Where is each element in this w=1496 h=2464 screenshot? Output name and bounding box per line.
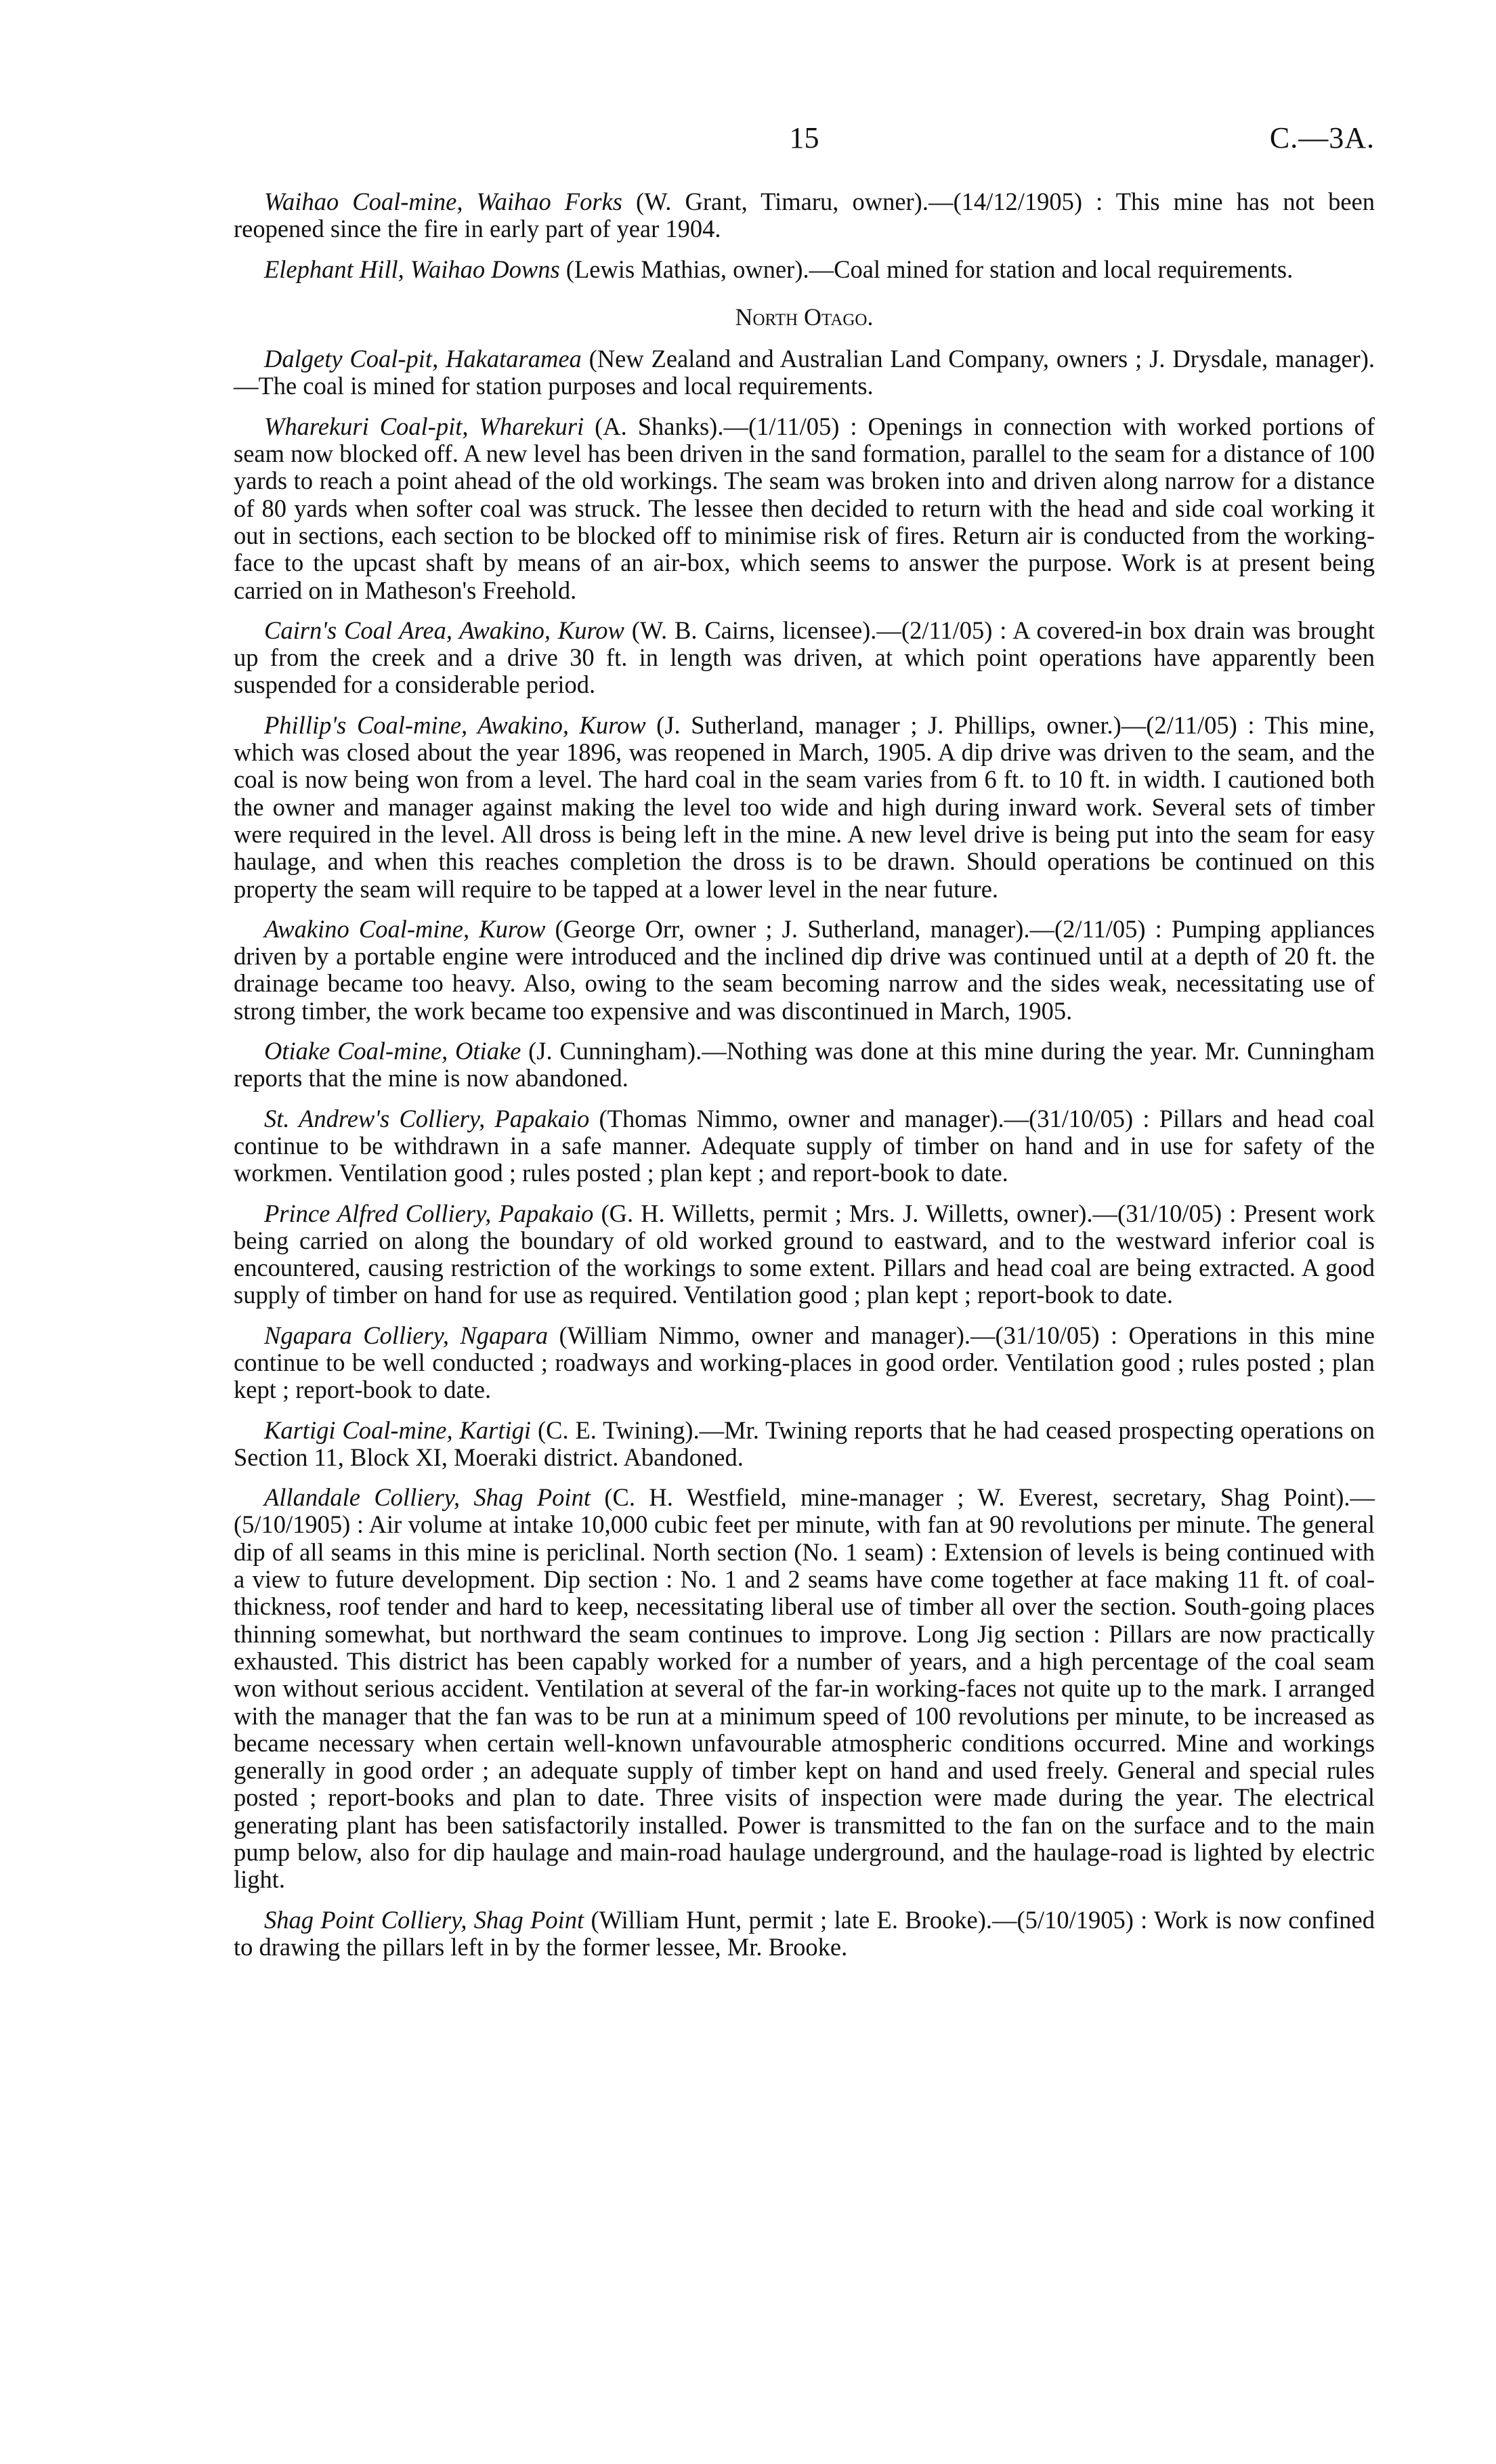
report-text: (Lewis Mathias, owner).—Coal mined for station and local requirements. [559, 255, 1294, 283]
mine-report-paragraph [234, 916, 1375, 1025]
mine-report-paragraph [234, 256, 1375, 283]
mine-name: St. Andrew's Colliery, Papakaio [264, 1104, 590, 1132]
mine-name: Allandale Colliery, Shag Point [264, 1483, 591, 1512]
paragraphs-section [234, 345, 1375, 1961]
report-text: (William Hunt, permit ; late E. Brooke).—(5/10/1905) : Work is now confined to drawing the pillars left in by the former lessee, Mr. Brooke. [234, 1905, 1375, 1961]
report-text: (New Zealand and Australian Land Company, owners ; J. Drysdale, manager).—The coal is mined for station purposes and local requirements. [234, 345, 1375, 400]
section-heading: North Otago. [735, 303, 874, 331]
mine-report-paragraph [234, 1907, 1375, 1961]
report-text: (C. E. Twining).—Mr. Twining reports that he had ceased prospecting operations on Section 11, Block XI, Moeraki district. Abandoned. [234, 1416, 1375, 1471]
report-text: (J. Sutherland, manager ; J. Phillips, owner.)—(2/11/05) : This mine, which was closed about the year 1896, was reopened in March, 1905. A dip drive was driven to the seam, and the coal is now being won from a level. The hard coal in the seam varies from 6 ft. to 10 ft. in width. I cautioned both the owner and manager against making the level too wide and high during inward work. Several sets of timber were required in the level. All dross is being left in the mine. A new level drive is being put into the seam for easy haulage, and when this reaches completion the dross is to be drawn. Should operations be continued on this property the seam will require to be tapped at a lower level in the near future. [234, 710, 1375, 903]
mine-report-paragraph [234, 712, 1375, 903]
mine-name: Waihao Coal-mine, Waihao Forks [264, 188, 622, 215]
report-text: (William Nimmo, owner and manager).—(31/10/05) : Operations in this mine continue to be well conducted ; roadways and working-places in good order. Ventilation good ; rules posted ; plan kept ; report-book to date. [234, 1321, 1375, 1404]
mine-report-paragraph [234, 1038, 1375, 1092]
mine-name: Otiake Coal-mine, Otiake [264, 1037, 521, 1065]
page-body [234, 188, 1375, 1974]
mine-report-paragraph [234, 413, 1375, 604]
report-text: (Thomas Nimmo, owner and manager).—(31/10/05) : Pillars and head coal continue to be withdrawn in a safe manner. Adequate supply of timber on hand and in use for safety of the workmen. Ventilation good ; rules posted ; plan kept ; and report-book to date. [234, 1104, 1375, 1187]
mine-name: Kartigi Coal-mine, Kartigi [264, 1416, 532, 1444]
mine-report-paragraph [234, 617, 1375, 699]
mine-name: Wharekuri Coal-pit, Wharekuri [264, 412, 584, 440]
mine-report-paragraph [234, 1417, 1375, 1472]
mine-report-paragraph [234, 188, 1375, 243]
mine-name: Shag Point Colliery, Shag Point [264, 1905, 584, 1934]
mine-name: Elephant Hill, Waihao Downs [264, 255, 560, 283]
document-reference: C.—3A. [1269, 121, 1375, 154]
mine-name: Prince Alfred Colliery, Papakaio [264, 1199, 594, 1227]
mine-name: Awakino Coal-mine, Kurow [264, 914, 546, 943]
paragraphs-before-section [234, 188, 1375, 283]
mine-name: Cairn's Coal Area, Awakino, Kurow [264, 616, 624, 644]
mine-report-paragraph [234, 1484, 1375, 1893]
report-text: (G. H. Willetts, permit ; Mrs. J. Willetts, owner).—(31/10/05) : Present work being carried on along the boundary of old worked ground to eastward, and to the westward inferior coal is encountered, causing restriction of the workings to some extent. Pillars and head coal are being extracted. A good supply of timber on hand for use as required. Ventilation good ; plan kept ; report-book to date. [234, 1199, 1375, 1309]
page-header [234, 121, 1375, 161]
mine-report-paragraph [234, 1322, 1375, 1404]
page-number: 15 [789, 121, 819, 154]
mine-name: Phillip's Coal-mine, Awakino, Kurow [264, 710, 646, 739]
report-text: (George Orr, owner ; J. Sutherland, manager).—(2/11/05) : Pumping appliances driven by a portable engine were introduced and the inclined dip drive was continued until at a depth of 20 ft. the drainage became too heavy. Also, owing to the seam becoming narrow and the sides weak, necessitating use of strong timber, the work became too expensive and was discontinued in March, 1905. [234, 914, 1375, 1025]
mine-report-paragraph [234, 345, 1375, 400]
report-text: (A. Shanks).—(1/11/05) : Openings in connection with worked portions of seam now blocked off. A new level has been driven in the sand formation, parallel to the seam for a distance of 100 yards to reach a point ahead of the old workings. The seam was broken into and driven along narrow for a distance of 80 yards when softer coal was struck. The lessee then decided to return with the head and side coal working it out in sections, each section to be blocked off to minimise risk of fires. Return air is conducted from the working-face to the upcast shaft by means of an air-box, which seems to answer the purpose. Work is at present being carried on in Matheson's Freehold. [234, 412, 1375, 604]
report-text: (C. H. Westfield, mine-manager ; W. Everest, secretary, Shag Point).—(5/10/1905) : Air volume at intake 10,000 cubic feet per minute, with fan at 90 revolutions per minute. The general dip of all seams in this mine is periclinal. North section (No. 1 seam) : Extension of levels is being continued with a view to future development. Dip section : No. 1 and 2 seams have come together at face making 11 ft. of coal-thickness, roof tender and hard to keep, necessitating liberal use of timber all over the section. South-going places thinning somewhat, but northward the seam continues to improve. Long Jig section : Pillars are now practically exhausted. This district has been capably worked for a number of years, and a high percentage of the coal seam won without serious accident. Ventilation at several of the far-in working-faces not quite up to the mark. I arranged with the manager that the fan was to be run at a minimum speed of 100 revolutions per minute, to be increased as became necessary when certain well-known unfavourable atmospheric conditions occurred. Mine and workings generally in good order ; an adequate supply of timber kept on hand and used freely. General and special rules posted ; report-books and plan to date. Three visits of inspection were made during the year. The electrical generating plant has been satisfactorily installed. Power is transmitted to the fan on the surface and to the main pump below, also for dip haulage and main-road haulage underground, and the haulage-road is lighted by electric light. [234, 1483, 1375, 1894]
mine-report-paragraph [234, 1200, 1375, 1309]
report-text: (W. B. Cairns, licensee).—(2/11/05) : A covered-in box drain was brought up from the creek and a drive 30 ft. in length was driven, at which point operations have apparently been suspended for a considerable period. [234, 616, 1375, 699]
mine-name: Ngapara Colliery, Ngapara [264, 1321, 549, 1349]
mine-report-paragraph [234, 1105, 1375, 1187]
report-text: (W. Grant, Timaru, owner).—(14/12/1905) : This mine has not been reopened since the fire in early part of year 1904. [234, 188, 1375, 243]
mine-name: Dalgety Coal-pit, Hakataramea [264, 345, 582, 373]
report-text: (J. Cunningham).—Nothing was done at this mine during the year. Mr. Cunningham reports that the mine is now abandoned. [234, 1037, 1375, 1092]
